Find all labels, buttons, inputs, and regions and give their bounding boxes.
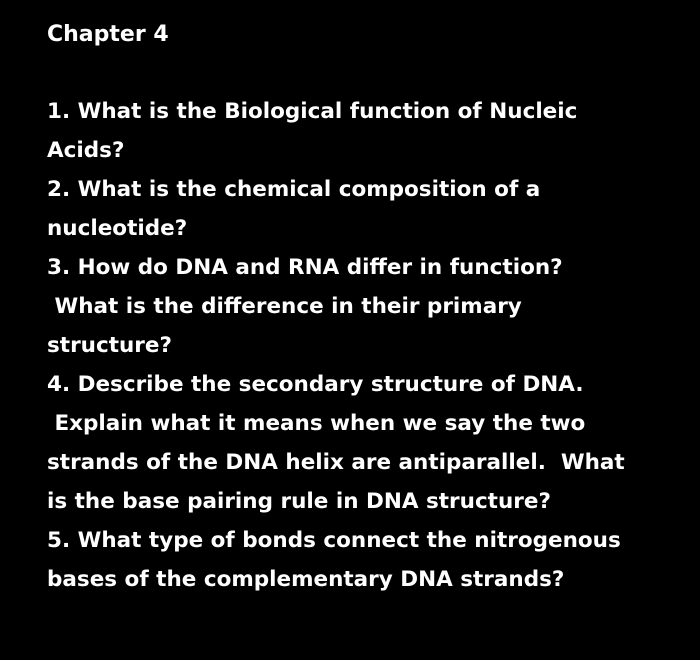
question-line: strands of the DNA helix are antiparallel. What bbox=[47, 450, 625, 475]
question-line: Acids? bbox=[47, 138, 125, 163]
chapter-title: Chapter 4 bbox=[47, 22, 169, 47]
question-line: 1. What is the Biological function of Nucleic bbox=[47, 99, 578, 124]
question-list bbox=[47, 92, 687, 599]
question-line: bases of the complementary DNA strands? bbox=[47, 567, 565, 592]
question-line: is the base pairing rule in DNA structure? bbox=[47, 489, 551, 514]
question-line: 3. How do DNA and RNA differ in function? bbox=[47, 255, 563, 280]
question-line: 2. What is the chemical composition of a bbox=[47, 177, 541, 202]
question-line: nucleotide? bbox=[47, 216, 188, 241]
question-line: 4. Describe the secondary structure of DNA. bbox=[47, 372, 584, 397]
question-line: 5. What type of bonds connect the nitrogenous bbox=[47, 528, 621, 553]
question-line: Explain what it means when we say the two bbox=[47, 411, 586, 436]
question-line: What is the difference in their primary bbox=[47, 294, 522, 319]
question-line: structure? bbox=[47, 333, 172, 358]
